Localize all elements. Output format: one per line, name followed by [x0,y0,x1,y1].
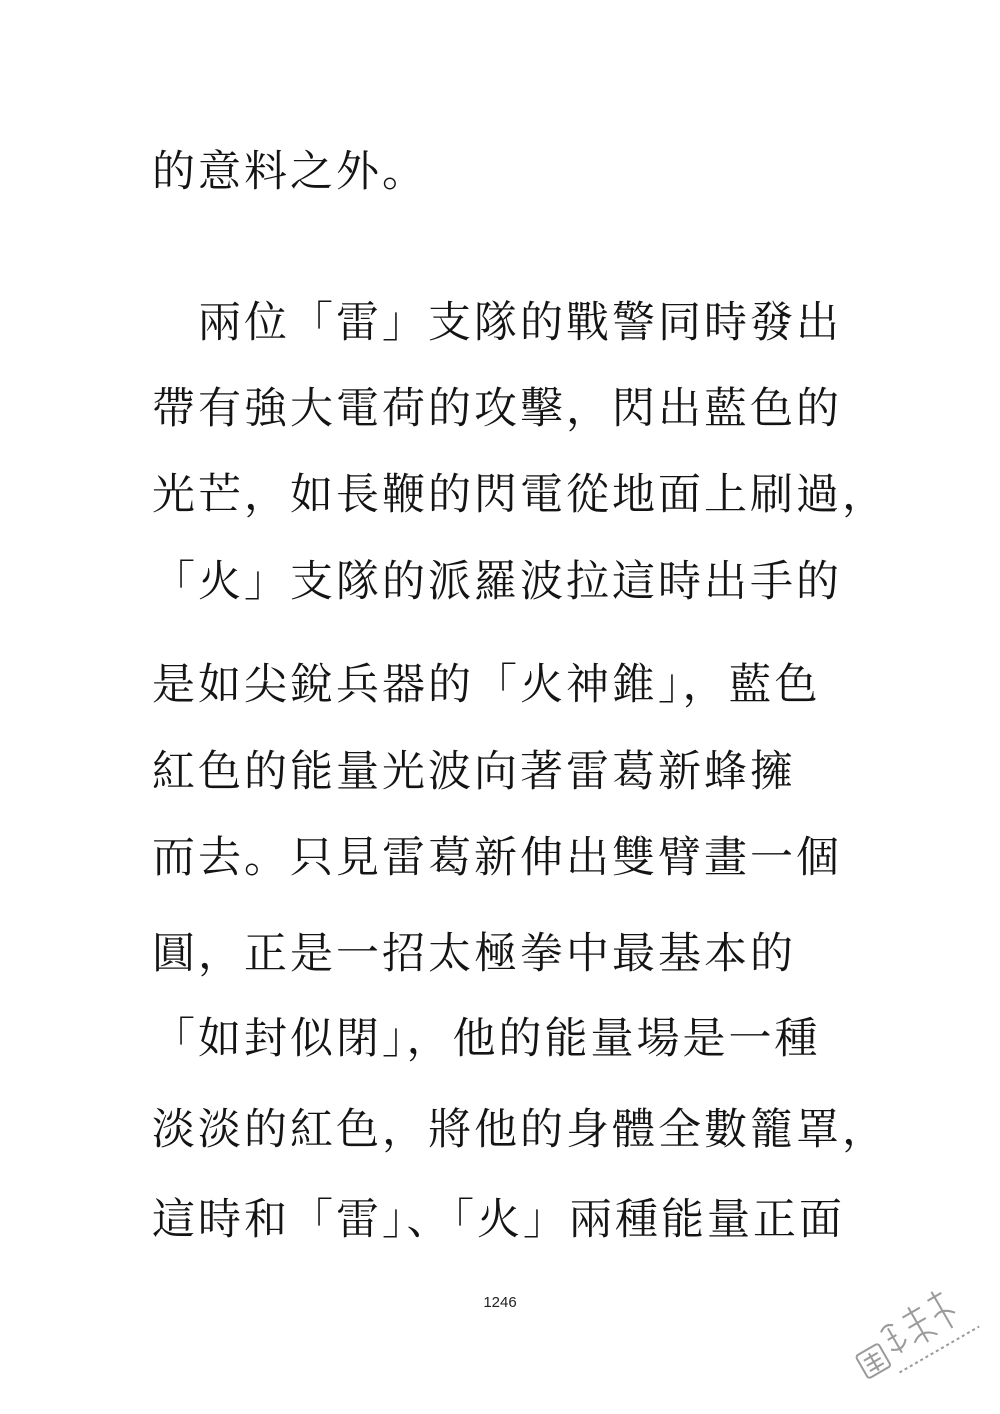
page-number: 1246 [483,1294,517,1311]
text-line-4: 光芒，如長鞭的閃電從地面上刷過， [152,470,888,520]
text-line-3: 帶有強大電荷的攻擊，閃出藍色的 [152,384,842,434]
text-line-8: 而去。只見雷葛新伸出雙臂畫一個 [152,833,842,883]
text-line-10: 「如封似閉」，他的能量場是一種 [152,1014,821,1064]
text-line-6: 是如尖銳兵器的「火神錐」，藍色 [152,660,821,710]
text-line-11: 淡淡的紅色，將他的身體全數籠罩， [152,1105,888,1155]
text-line-7: 紅色的能量光波向著雷葛新蜂擁 [152,747,796,797]
text-line-1: 的意料之外。 [152,147,428,197]
text-line-12: 這時和「雷」、「火」兩種能量正面 [152,1195,845,1245]
manben-watermark-logo [846,1286,986,1396]
text-line-9: 圓，正是一招太極拳中最基本的 [152,929,796,979]
text-line-2: 兩位「雷」支隊的戰警同時發出 [198,298,842,348]
text-line-5: 「火」支隊的派羅波拉這時出手的 [152,557,842,607]
